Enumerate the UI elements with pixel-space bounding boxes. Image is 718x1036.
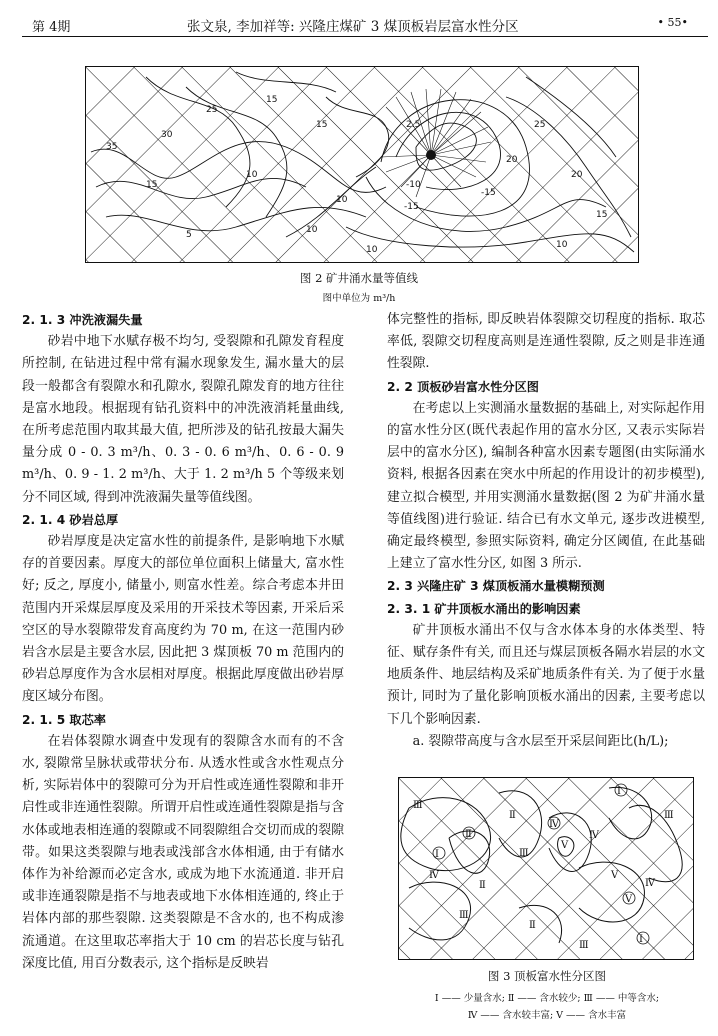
zone-label: Ⅲ [664,810,674,821]
contour-label: 2.5 [406,120,421,130]
figure-3-caption: 图 3 顶板富水性分区图 [487,969,607,983]
figure-3-legend-line-2: Ⅳ —— 含水较丰富; Ⅴ —— 含水丰富 [467,1010,627,1021]
contour-label: 15 [596,210,608,220]
section-2-1-5-text: 在岩体裂隙水调查中发现有的裂隙含水而有的不含水, 裂隙常呈脉状或带状分布. 从透水性或含水性观点分析, 实际岩体中的裂隙可分为开启性或连通性裂隙和非开启性或非连通性裂隙。所谓开启性或连通性裂隙是指与含水体或地表相连通的裂隙或不同裂隙组合交切而成的裂隙带。如果这类裂隙与地表或浅部含水体相通, 由于有储水体作为补给源而必定含水, 或成为地下水流通道. 非开启或非连通裂隙是指不与地表或地下水体相连通的, 终止于岩体内部的那些裂隙. 这类裂隙是不含水的, 也不构成渗流通道。在这里取芯率指大于 10 cm 的岩芯长度与钻孔深度比值, 用百分数表示, 这个指标是反映岩 [22,733,344,971]
page-number: • 55• [657,16,688,29]
zone-label: Ⅳ [549,819,559,830]
zone-label: Ⅰ [639,934,643,945]
zone-label: Ⅱ [529,920,536,931]
zone-label: Ⅱ [465,829,472,840]
zone-label: Ⅲ [413,800,423,811]
section-2-1-4-text: 砂岩厚度是决定富水性的前提条件, 是影响地下水赋存的首要因素。厚度大的部位单位面积上储量大, 富水性好; 反之, 厚度小, 储量小, 则富水性差。综合考虑本井田范围内开采煤层厚度及采用的开采技术等因素, 开采后采空区的导水裂隙带发育高度约为 70 m, 在这一范围内砂岩含水层是主要含水层, 因此把 3 煤顶板 70 m 范围内的砂岩总厚度作为含水层相对厚度。根据此厚度做出砂岩厚度区域分布图。 [22,534,344,705]
contour-label: 10 [556,240,568,250]
zone-label: Ⅱ [509,810,516,821]
section-2-1-4-heading: 2. 1. 4 砂岩总厚 [22,512,119,527]
section-2-3-heading: 2. 3 兴隆庄矿 3 煤顶板涌水量模糊预测 [387,579,605,594]
zone-label: Ⅲ [519,848,529,859]
contour-label: 15 [146,180,158,190]
contour-label: 20 [506,155,518,165]
zone-label: Ⅰ [435,849,439,860]
zone-label: Ⅱ [479,880,486,891]
page-header [22,10,708,37]
zone-label: Ⅳ [645,878,655,889]
contour-label: -15 [404,202,419,212]
continued-paragraph: 体完整性的指标, 即反映岩体裂隙交切程度的指标. 取芯率低, 裂隙交切程度高则是连通性裂隙, 反之则是非连通性裂隙. [387,312,705,372]
zone-label: Ⅳ [429,870,439,881]
section-2-1-3-text: 砂岩中地下水赋存极不均匀, 受裂隙和孔隙发育程度所控制, 在钻进过程中常有漏水现象发生, 漏水量大的层段一般都含有裂隙水和孔隙水, 裂隙孔隙发育的地方往往是富水地段。根据现有钻孔资料中的冲洗液消耗量曲线, 在所考虑范围内取其最大值, 把所涉及的钻孔按最大漏失量分成 0 - 0. 3 m³/h、0. 3 - 0. 6 m³/h、0. 6 - 0. 9 m³/h、0. 9 - 1. 2 m³/h、大于 1. 2 m³/h 5 个等级来划分不同区域, 得到冲洗液漏失量等值线图。 [22,334,344,505]
contour-label: 25 [206,105,218,115]
contour-label: 20 [571,170,583,180]
section-2-1-3-heading: 2. 1. 3 冲洗液漏失量 [22,313,143,327]
contour-label: 10 [246,170,258,180]
section-2-1-5-heading: 2. 1. 5 取芯率 [22,712,106,727]
running-title: 张文泉, 李加祥等: 兴隆庄煤矿 3 煤顶板岩层富水性分区 [187,19,519,35]
figure-2-unit-note: 图中单位为 m³/h [322,293,396,304]
zone-label: Ⅲ [579,940,589,951]
figure-3-legend-line-1: Ⅰ —— 少量含水; Ⅱ —— 含水较少; Ⅲ —— 中等含水; [434,993,660,1004]
section-2-2-text: 在考虑以上实测涌水量数据的基础上, 对实际起作用的富水性分区(既代表起作用的富水分区, 又表示实际岩层中的富水分区), 编制各种富水因素专题图(由实际涌水资料, 根据各因素在突水中所起的作用设计的初步模型), 建立拟合模型, 并用实测涌水量数据(图 2 为矿井涌水量等值线图)进行验证. 结合已有水文单元, 逐步改进模型, 确定最终模型, 参照实际资料, 确定分区阈值, 在此基础上建立了富水性分区, 如图 3 所示. [387,400,705,572]
right-column [387,309,705,753]
figure-2-caption: 图 2 矿井涌水量等值线 [299,271,419,285]
zone-label: Ⅰ [617,786,621,797]
zone-label: Ⅴ [561,840,569,851]
contour-label: 10 [366,245,378,255]
factor-a: a. 裂隙带高度与含水层至开采层间距比(h/L); [412,733,669,749]
contour-label: 10 [336,195,348,205]
left-column [22,309,344,975]
contour-label: 10 [306,225,318,235]
contour-label: 15 [316,120,328,130]
contour-label: -10 [406,180,421,190]
contour-label: 35 [106,142,118,152]
contour-label: -15 [481,188,496,198]
figure-3-zoning-map [398,777,694,960]
issue-number: 第 4期 [32,20,71,35]
zone-label: Ⅴ [611,870,619,881]
section-2-3-1-heading: 2. 3. 1 矿井顶板水涌出的影响因素 [387,601,581,616]
zone-label: Ⅳ [589,830,599,841]
contour-label: 15 [266,95,278,105]
contour-label: 5 [186,230,192,240]
zone-label: Ⅲ [459,910,469,921]
section-2-2-heading: 2. 2 顶板砂岩富水性分区图 [387,379,539,394]
section-2-3-1-text: 矿井顶板水涌出不仅与含水体本身的水体类型、特征、赋存条件有关, 而且还与煤层顶板各隔水岩层的水文地质条件、地层结构及采矿地质条件有关. 为了便于水量预计, 同时为了量化影响顶板水涌出的因素, 主要考虑以下几个影响因素. [387,622,705,727]
zone-label: Ⅴ [625,894,633,905]
contour-label: 25 [534,120,546,130]
figure-2-contour-map [85,66,639,263]
contour-label: 30 [161,130,173,140]
